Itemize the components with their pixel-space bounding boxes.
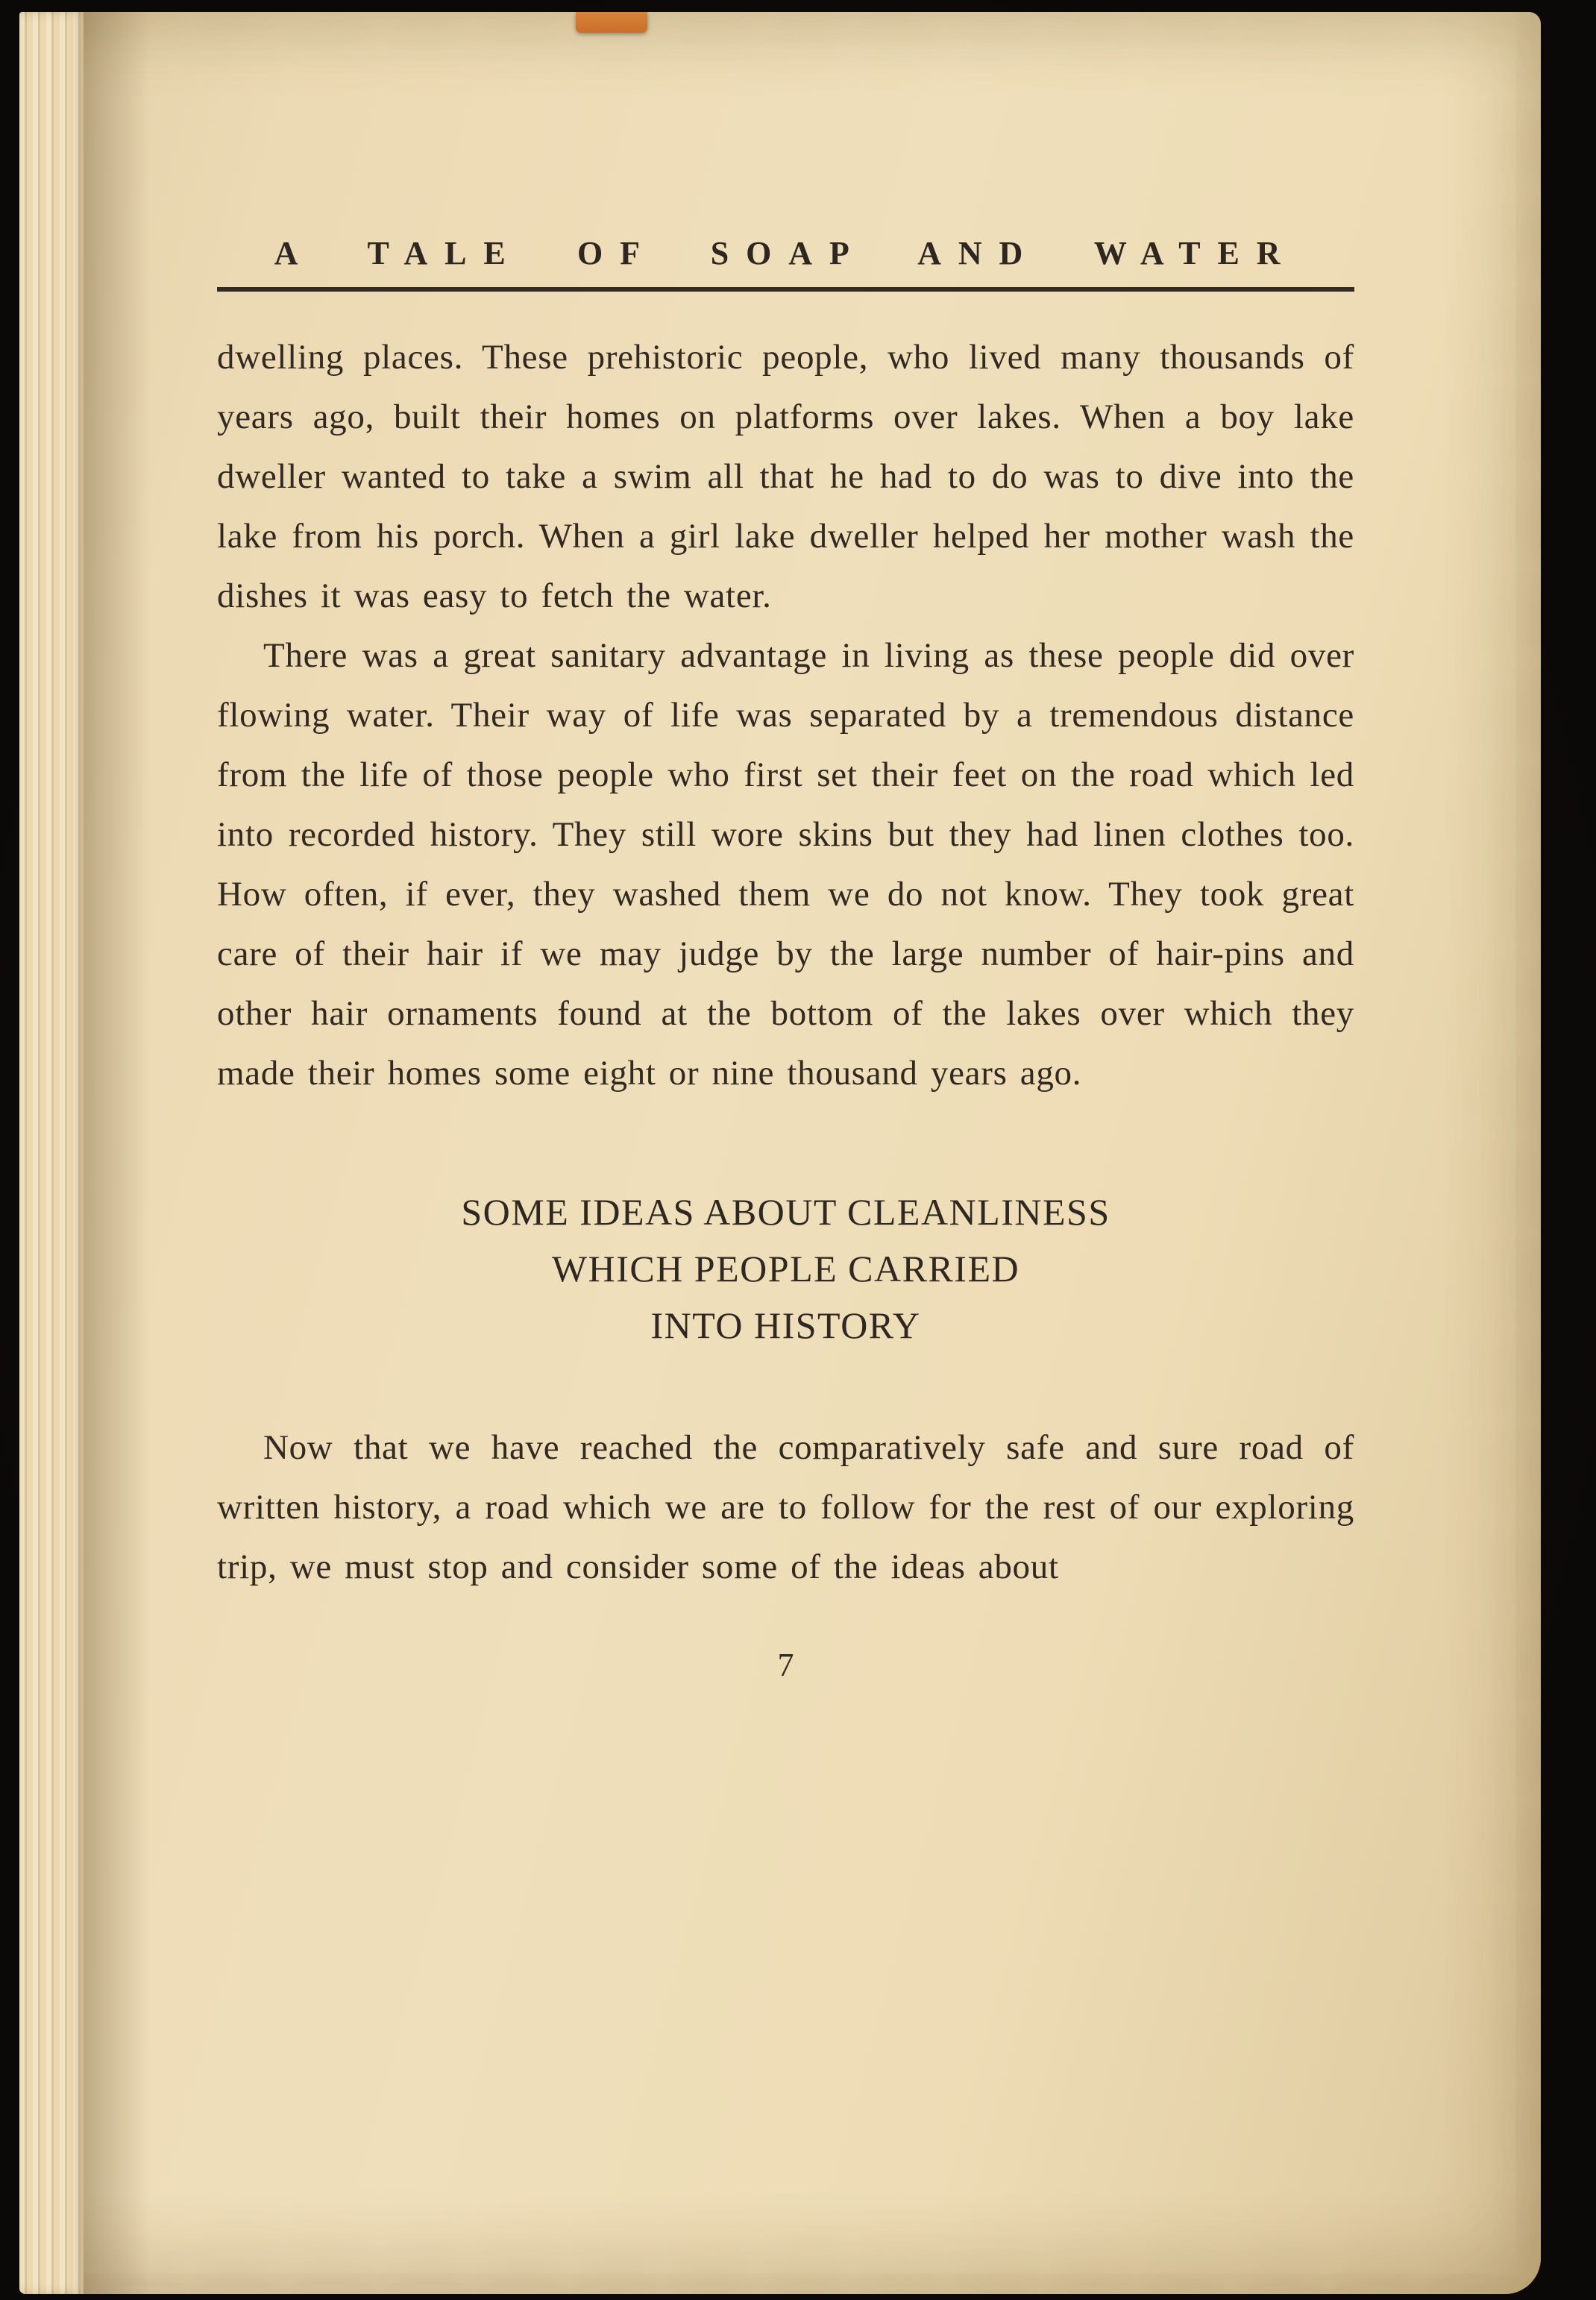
- body-paragraph: dwelling places. These prehistoric people, who lived many thousands of years ago, built their homes on platforms over lakes. When a boy lake dweller wanted to take a swim all that he had to do was to dive into the lake from his porch. When a girl lake dweller helped her mother wash the dishes it was easy to fetch the water.: [217, 338, 1354, 615]
- section-heading-line: WHICH PEOPLE CARRIED: [551, 1248, 1020, 1289]
- page-number: 7: [777, 1647, 794, 1683]
- header-rule: [217, 287, 1354, 292]
- binding-page-edges: [19, 12, 84, 2294]
- body-paragraph: Now that we have reached the comparatively safe and sure road of written history, a road which we are to follow for the rest of our exploring trip, we must stop and consider some of the ideas about: [217, 1428, 1354, 1586]
- body-paragraph: There was a great sanitary advantage in living as these people did over flowing water. Their way of life was separated by a tremendous distance from the life of those people who first set their feet on the road which led into recorded history. They still wore skins but they had linen clothes too. How often, if ever, they washed them we do not know. They took great care of their hair if we may judge by the large number of hair-pins and other hair ornaments found at the bottom of the lakes over which they made their homes some eight or nine thousand years ago.: [217, 636, 1354, 1093]
- section-heading-line: INTO HISTORY: [650, 1304, 921, 1346]
- text-column: [217, 234, 1354, 1684]
- section-heading-line: SOME IDEAS ABOUT CLEANLINESS: [461, 1191, 1110, 1233]
- orange-bookmark-sliver: [576, 12, 647, 33]
- running-head-title: A TALE OF SOAP AND WATER: [274, 235, 1298, 271]
- book-page: [19, 12, 1541, 2294]
- section-heading: [217, 1184, 1354, 1354]
- gutter-shadow: [84, 12, 151, 2294]
